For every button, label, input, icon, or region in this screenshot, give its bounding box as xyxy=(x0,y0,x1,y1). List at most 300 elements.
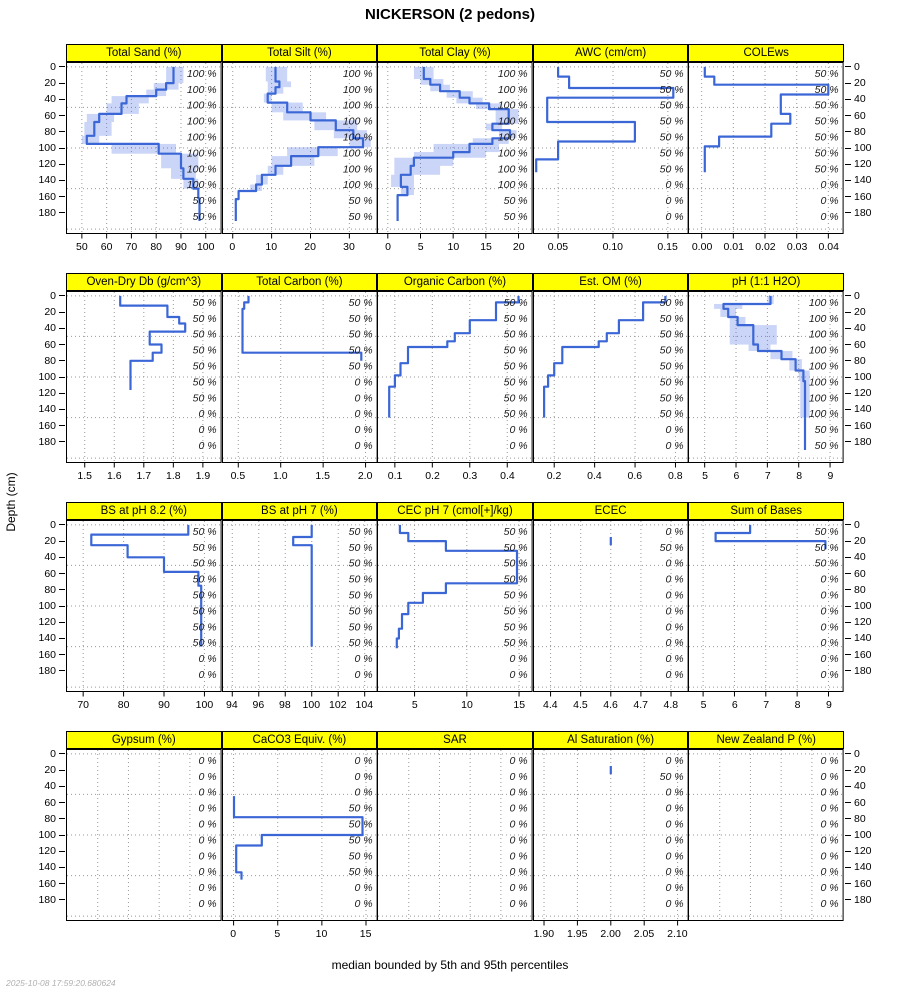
x-tick-label: 0.6 xyxy=(627,470,643,482)
x-tick-label: 5 xyxy=(702,470,708,482)
x-tick-label: 0 xyxy=(230,928,237,940)
pct-label: 0 % xyxy=(820,179,839,192)
depth-tick-mark xyxy=(845,148,851,149)
x-tick-label: 0 xyxy=(385,241,391,253)
depth-tick-mark xyxy=(845,654,851,655)
panel-colews xyxy=(688,62,844,240)
pct-label: 50 % xyxy=(348,834,373,847)
depth-tick-mark xyxy=(845,409,851,410)
x-tick-label: 80 xyxy=(150,241,163,253)
pct-label: 0 % xyxy=(198,424,217,437)
pct-label: 50 % xyxy=(192,296,217,309)
depth-tick-label: 40 xyxy=(854,93,866,106)
pct-label: 50 % xyxy=(348,525,373,538)
depth-tick-label: 40 xyxy=(44,93,56,106)
pct-label: 0 % xyxy=(509,439,528,452)
x-tick-label: 10 xyxy=(461,699,473,711)
x-tick-label: 5 xyxy=(417,241,424,253)
pct-label: 0 % xyxy=(665,834,684,847)
pct-label: 50 % xyxy=(659,541,684,554)
pct-label: 0 % xyxy=(665,818,684,831)
pct-label: 50 % xyxy=(348,802,373,815)
pct-label: 50 % xyxy=(659,147,684,160)
depth-tick-label: 20 xyxy=(44,306,56,319)
x-tick-label: 102 xyxy=(329,699,347,711)
pct-label: 0 % xyxy=(820,573,839,586)
depth-tick-label: 0 xyxy=(50,747,56,760)
depth-tick-mark xyxy=(59,541,65,542)
depth-tick-mark xyxy=(59,148,65,149)
panel-total-clay xyxy=(377,62,533,240)
pct-label: 0 % xyxy=(665,621,684,634)
x-tick-label: 70 xyxy=(77,699,89,711)
x-tick-label: 0.15 xyxy=(657,241,678,253)
pct-label: 50 % xyxy=(348,360,373,373)
depth-tick-mark xyxy=(59,670,65,671)
depth-tick-label: 160 xyxy=(854,190,872,203)
pct-label: 100 % xyxy=(186,147,217,160)
pct-label: 50 % xyxy=(659,376,684,389)
pct-label: 100 % xyxy=(342,115,373,128)
pct-label: 0 % xyxy=(665,653,684,666)
depth-tick-label: 100 xyxy=(854,600,872,612)
x-tick-label: 20 xyxy=(512,241,525,253)
depth-tick-mark xyxy=(59,180,65,181)
pct-label: 50 % xyxy=(348,328,373,341)
pct-label: 100 % xyxy=(186,163,217,176)
depth-tick-mark xyxy=(845,557,851,558)
pct-label: 50 % xyxy=(192,360,217,373)
pct-label: 50 % xyxy=(192,573,217,586)
depth-tick-mark xyxy=(59,409,65,410)
depth-tick-label: 80 xyxy=(854,125,866,138)
pct-label: 100 % xyxy=(809,312,839,325)
x-tick-label: 60 xyxy=(100,241,113,253)
x-tick-label: 96 xyxy=(252,699,265,711)
depth-tick-label: 160 xyxy=(854,419,872,432)
depth-tick-label: 100 xyxy=(38,142,56,154)
strip-colews: COLEws xyxy=(688,44,844,62)
depth-tick-mark xyxy=(59,524,65,525)
depth-tick-mark xyxy=(59,589,65,590)
depth-tick-mark xyxy=(59,867,65,868)
depth-tick-mark xyxy=(59,883,65,884)
x-tick-label: 0.05 xyxy=(547,241,569,253)
depth-tick-mark xyxy=(59,131,65,132)
depth-tick-mark xyxy=(845,786,851,787)
pct-label: 50 % xyxy=(659,131,684,144)
x-tick-label: 4.7 xyxy=(633,699,648,711)
depth-tick-label: 80 xyxy=(44,125,56,138)
x-tick-label: 4.4 xyxy=(543,699,558,711)
depth-tick-label: 40 xyxy=(44,551,56,564)
depth-tick-label: 0 xyxy=(854,518,860,531)
pct-label: 0 % xyxy=(509,866,528,879)
pct-label: 50 % xyxy=(815,67,839,80)
pct-label: 50 % xyxy=(503,328,528,341)
depth-tick-mark xyxy=(845,899,851,900)
pct-label: 50 % xyxy=(348,312,373,325)
pct-label: 50 % xyxy=(815,163,839,176)
depth-tick-label: 100 xyxy=(38,371,56,383)
pct-label: 50 % xyxy=(659,67,684,80)
pct-label: 0 % xyxy=(198,439,217,452)
pct-label: 100 % xyxy=(342,99,373,112)
depth-tick-mark xyxy=(59,83,65,84)
x-tick-label: 1.95 xyxy=(566,928,588,940)
depth-tick-label: 20 xyxy=(854,306,866,319)
depth-tick-label: 80 xyxy=(44,812,56,825)
pct-label: 0 % xyxy=(509,802,528,815)
x-tick-label: 5 xyxy=(700,699,707,711)
depth-tick-label: 180 xyxy=(38,206,56,219)
x-tick-label: 10 xyxy=(447,241,460,253)
depth-tick-label: 180 xyxy=(38,435,56,448)
depth-tick-label: 160 xyxy=(38,190,56,203)
pct-label: 50 % xyxy=(503,525,528,538)
pct-label: 0 % xyxy=(820,818,839,831)
depth-tick-label: 180 xyxy=(854,206,872,219)
depth-tick-mark xyxy=(59,835,65,836)
pct-label: 100 % xyxy=(498,179,528,192)
pct-label: 100 % xyxy=(498,147,528,160)
pct-label: 0 % xyxy=(509,424,528,437)
depth-tick-mark xyxy=(845,606,851,607)
panel-total-carbon xyxy=(222,291,378,469)
x-tick-label: 0.2 xyxy=(546,470,562,482)
depth-tick-label: 140 xyxy=(854,403,872,416)
pct-label: 0 % xyxy=(665,637,684,650)
pct-label: 0 % xyxy=(198,770,217,783)
pct-label: 50 % xyxy=(192,621,217,634)
pct-label: 50 % xyxy=(503,637,528,650)
pct-label: 100 % xyxy=(809,360,839,373)
pct-label: 50 % xyxy=(192,541,217,554)
pct-label: 50 % xyxy=(815,83,839,96)
x-tick-label: 4.6 xyxy=(603,699,618,711)
pct-label: 100 % xyxy=(186,99,217,112)
panel-total-sand xyxy=(66,62,222,240)
depth-tick-mark xyxy=(59,196,65,197)
strip-organic-carbon: Organic Carbon (%) xyxy=(377,273,533,291)
depth-tick-mark xyxy=(845,802,851,803)
depth-tick-label: 120 xyxy=(854,845,872,858)
pct-label: 0 % xyxy=(665,525,684,538)
x-tick-label: 0.01 xyxy=(723,241,744,253)
pct-label: 0 % xyxy=(509,653,528,666)
depth-tick-mark xyxy=(59,115,65,116)
pct-label: 0 % xyxy=(820,195,839,208)
pct-label: 0 % xyxy=(354,392,373,405)
pct-label: 100 % xyxy=(186,179,217,192)
pct-label: 100 % xyxy=(186,131,217,144)
pct-label: 50 % xyxy=(192,312,217,325)
depth-tick-mark xyxy=(845,638,851,639)
depth-tick-label: 80 xyxy=(854,812,866,825)
depth-tick-label: 140 xyxy=(854,632,872,645)
pct-label: 100 % xyxy=(809,296,839,309)
depth-tick-mark xyxy=(59,425,65,426)
depth-tick-label: 80 xyxy=(44,583,56,596)
pct-label: 50 % xyxy=(815,99,839,112)
panel-al-saturation xyxy=(533,749,689,927)
depth-tick-mark xyxy=(59,899,65,900)
x-tick-label: 15 xyxy=(359,928,372,940)
x-tick-label: 2.05 xyxy=(633,928,655,940)
pct-label: 50 % xyxy=(659,360,684,373)
depth-tick-label: 100 xyxy=(854,142,872,154)
x-tick-label: 9 xyxy=(827,470,834,482)
pct-label: 50 % xyxy=(815,115,839,128)
depth-tick-label: 100 xyxy=(854,829,872,841)
depth-tick-mark xyxy=(845,883,851,884)
depth-tick-mark xyxy=(59,753,65,754)
pct-label: 0 % xyxy=(198,850,217,863)
pct-label: 50 % xyxy=(503,344,528,357)
depth-tick-mark xyxy=(845,425,851,426)
pct-label: 50 % xyxy=(503,605,528,618)
x-tick-label: 0.1 xyxy=(387,470,403,482)
x-tick-label: 1.0 xyxy=(272,470,288,482)
depth-tick-mark xyxy=(845,131,851,132)
pct-label: 0 % xyxy=(198,408,217,421)
panel-bs-ph82 xyxy=(66,520,222,698)
x-tick-label: 98 xyxy=(278,699,291,711)
pct-label: 100 % xyxy=(498,67,528,80)
panel-est-om xyxy=(533,291,689,469)
strip-al-saturation: Al Saturation (%) xyxy=(533,731,689,749)
depth-tick-label: 0 xyxy=(854,747,860,760)
strip-sum-of-bases: Sum of Bases xyxy=(688,502,844,520)
x-tick-label: 8 xyxy=(794,699,801,711)
depth-tick-mark xyxy=(845,524,851,525)
pct-label: 50 % xyxy=(659,99,684,112)
pct-label: 0 % xyxy=(354,882,373,895)
depth-tick-label: 0 xyxy=(50,289,56,302)
strip-awc: AWC (cm/cm) xyxy=(533,44,689,62)
depth-tick-mark xyxy=(59,770,65,771)
depth-tick-mark xyxy=(845,753,851,754)
panel-oven-dry-db xyxy=(66,291,222,469)
pct-label: 50 % xyxy=(192,637,217,650)
pct-label: 50 % xyxy=(815,147,839,160)
pct-label: 0 % xyxy=(509,834,528,847)
strip-total-clay: Total Clay (%) xyxy=(377,44,533,62)
pct-label: 50 % xyxy=(192,376,217,389)
depth-tick-label: 60 xyxy=(44,567,56,580)
pct-label: 0 % xyxy=(820,866,839,879)
pct-label: 0 % xyxy=(665,589,684,602)
pct-label: 0 % xyxy=(354,653,373,666)
x-tick-label: 1.90 xyxy=(533,928,555,940)
pct-label: 50 % xyxy=(503,541,528,554)
x-tick-label: 100 xyxy=(302,699,321,711)
pct-label: 50 % xyxy=(192,589,217,602)
depth-tick-mark xyxy=(845,99,851,100)
pct-label: 50 % xyxy=(503,360,528,373)
pct-label: 100 % xyxy=(498,131,528,144)
x-tick-label: 5 xyxy=(274,928,281,940)
x-tick-label: 104 xyxy=(355,699,374,711)
depth-tick-label: 0 xyxy=(50,60,56,73)
depth-tick-mark xyxy=(845,360,851,361)
pct-label: 0 % xyxy=(198,786,217,799)
depth-tick-label: 120 xyxy=(854,616,872,629)
pct-label: 50 % xyxy=(659,115,684,128)
x-tick-label: 15 xyxy=(480,241,492,253)
pct-label: 50 % xyxy=(503,296,528,309)
depth-tick-label: 120 xyxy=(38,158,56,171)
x-tick-label: 8 xyxy=(796,470,803,482)
x-tick-label: 9 xyxy=(825,699,832,711)
panel-bs-ph7 xyxy=(222,520,378,698)
strip-new-zealand-p: New Zealand P (%) xyxy=(688,731,844,749)
x-tick-label: 7 xyxy=(763,699,770,711)
depth-tick-mark xyxy=(59,802,65,803)
pct-label: 50 % xyxy=(192,195,217,208)
depth-tick-mark xyxy=(845,867,851,868)
depth-tick-mark xyxy=(59,66,65,67)
pct-label: 50 % xyxy=(503,557,528,570)
y-axis-label: Depth (cm) xyxy=(4,472,18,532)
x-tick-label: 2.10 xyxy=(667,928,688,940)
pct-label: 0 % xyxy=(198,653,217,666)
pct-label: 0 % xyxy=(820,668,839,681)
pct-label: 50 % xyxy=(348,605,373,618)
x-tick-label: 4.8 xyxy=(663,699,679,711)
depth-tick-mark xyxy=(845,196,851,197)
pct-label: 50 % xyxy=(192,344,217,357)
pct-label: 50 % xyxy=(815,131,839,144)
depth-tick-mark xyxy=(59,360,65,361)
x-tick-label: 1.6 xyxy=(106,470,122,482)
depth-tick-label: 160 xyxy=(38,419,56,432)
strip-cec-ph7: CEC pH 7 (cmol[+]/kg) xyxy=(377,502,533,520)
x-tick-label: 94 xyxy=(226,699,238,711)
depth-tick-label: 160 xyxy=(38,877,56,890)
depth-tick-mark xyxy=(845,344,851,345)
pct-label: 50 % xyxy=(503,210,528,223)
panel-new-zealand-p xyxy=(688,749,844,927)
pct-label: 50 % xyxy=(348,344,373,357)
pct-label: 50 % xyxy=(503,621,528,634)
pct-label: 0 % xyxy=(354,408,373,421)
x-tick-label: 6 xyxy=(733,470,740,482)
depth-tick-mark xyxy=(59,654,65,655)
pct-label: 0 % xyxy=(820,589,839,602)
pct-label: 0 % xyxy=(198,897,217,910)
depth-tick-label: 60 xyxy=(854,796,866,809)
pct-label: 100 % xyxy=(809,408,839,421)
depth-tick-mark xyxy=(59,164,65,165)
pct-label: 50 % xyxy=(659,163,684,176)
pct-label: 100 % xyxy=(809,344,839,357)
pct-label: 0 % xyxy=(509,786,528,799)
strip-oven-dry-db: Oven-Dry Db (g/cm^3) xyxy=(66,273,222,291)
depth-tick-label: 20 xyxy=(854,764,866,777)
pct-label: 0 % xyxy=(665,439,684,452)
pct-label: 0 % xyxy=(509,770,528,783)
pct-label: 50 % xyxy=(348,210,373,223)
strip-est-om: Est. OM (%) xyxy=(533,273,689,291)
strip-ecec: ECEC xyxy=(533,502,689,520)
strip-bs-ph7: BS at pH 7 (%) xyxy=(222,502,378,520)
pct-label: 50 % xyxy=(348,296,373,309)
depth-tick-mark xyxy=(59,295,65,296)
depth-tick-label: 180 xyxy=(854,435,872,448)
depth-tick-label: 60 xyxy=(854,567,866,580)
pct-label: 50 % xyxy=(815,439,839,452)
pct-label: 50 % xyxy=(192,392,217,405)
x-tick-label: 2.00 xyxy=(600,928,621,940)
pct-label: 50 % xyxy=(348,541,373,554)
pct-label: 0 % xyxy=(198,834,217,847)
depth-tick-label: 120 xyxy=(854,387,872,400)
depth-tick-label: 180 xyxy=(38,893,56,906)
depth-tick-label: 60 xyxy=(44,796,56,809)
pct-label: 0 % xyxy=(820,754,839,767)
depth-tick-mark xyxy=(59,638,65,639)
depth-tick-mark xyxy=(59,851,65,852)
depth-tick-label: 80 xyxy=(44,354,56,367)
pct-label: 0 % xyxy=(509,897,528,910)
pct-label: 50 % xyxy=(659,328,684,341)
pct-label: 0 % xyxy=(509,882,528,895)
x-tick-label: 70 xyxy=(125,241,138,253)
pct-label: 0 % xyxy=(509,754,528,767)
pct-label: 0 % xyxy=(198,668,217,681)
depth-tick-mark xyxy=(845,670,851,671)
pct-label: 0 % xyxy=(509,850,528,863)
pct-label: 100 % xyxy=(342,163,373,176)
x-tick-label: 10 xyxy=(315,928,328,940)
pct-label: 50 % xyxy=(503,573,528,586)
x-tick-label: 5 xyxy=(411,699,418,711)
pct-label: 100 % xyxy=(809,376,839,389)
x-tick-label: 0.2 xyxy=(425,470,440,482)
pct-label: 50 % xyxy=(815,557,839,570)
pct-label: 100 % xyxy=(342,179,373,192)
depth-tick-mark xyxy=(59,344,65,345)
pct-label: 0 % xyxy=(665,195,684,208)
pct-label: 100 % xyxy=(498,99,528,112)
x-tick-label: 0.8 xyxy=(667,470,683,482)
pct-label: 0 % xyxy=(665,754,684,767)
pct-label: 0 % xyxy=(354,897,373,910)
pct-label: 100 % xyxy=(498,83,528,96)
pct-label: 0 % xyxy=(665,866,684,879)
x-tick-label: 6 xyxy=(731,699,738,711)
depth-tick-label: 80 xyxy=(854,354,866,367)
pct-label: 0 % xyxy=(665,605,684,618)
depth-tick-label: 40 xyxy=(854,551,866,564)
strip-gypsum: Gypsum (%) xyxy=(66,731,222,749)
depth-tick-label: 0 xyxy=(50,518,56,531)
pct-label: 50 % xyxy=(503,312,528,325)
x-tick-label: 0.02 xyxy=(755,241,776,253)
strip-total-sand: Total Sand (%) xyxy=(66,44,222,62)
depth-tick-mark xyxy=(845,393,851,394)
depth-tick-mark xyxy=(59,818,65,819)
depth-tick-mark xyxy=(845,377,851,378)
depth-tick-label: 120 xyxy=(38,845,56,858)
pct-label: 0 % xyxy=(665,179,684,192)
depth-tick-mark xyxy=(845,212,851,213)
pct-label: 100 % xyxy=(498,163,528,176)
x-tick-label: 0.10 xyxy=(602,241,623,253)
pct-label: 50 % xyxy=(815,541,839,554)
panel-awc xyxy=(533,62,689,240)
